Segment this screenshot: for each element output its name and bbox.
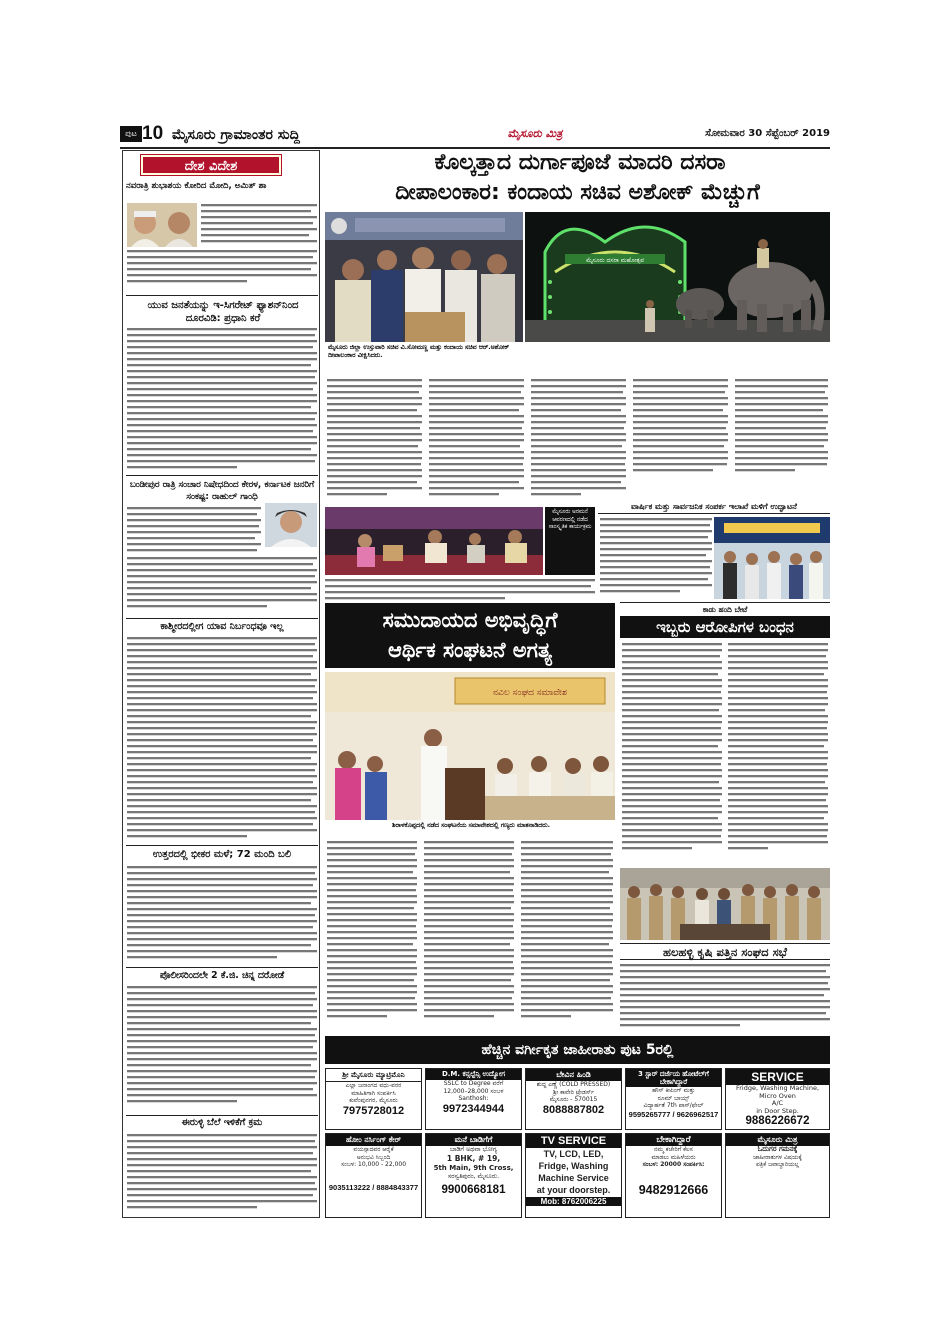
ad-phone: 9035113222 / 8884843377 [328,1182,419,1192]
lead-body [325,378,830,504]
story-headline: ಕಾಶ್ಮೀರದಲ್ಲೀಗ ಯಾವ ನಿರ್ಬಂಧವೂ ಇಲ್ಲ [160,621,284,632]
ad-phone: 8088887802 [542,1103,605,1116]
feature-headline: ಆರ್ಥಿಕ ಸಂಘಟನೆ ಅಗತ್ಯ [387,638,553,662]
ad-line: ಹೌಸ್ ಕೀಪಿಂಗ್ ಮತ್ತು [652,1087,695,1094]
ad-line: Micro Oven [759,1091,796,1100]
ad-line: ಬಾಡಿಗೆ ಅಥವಾ ಭೋಗ್ಯ [449,1146,498,1153]
story-body [127,865,317,965]
ad-phone: 9972344944 [442,1102,505,1115]
page-number: 10 [142,123,164,144]
gate-sign: ಮೈಸೂರು ದಸರಾ ಮಹೋತ್ಸವ [585,257,645,264]
divider [126,475,318,476]
arrest-kicker: ಕಾಡು ಹಂದಿ ಬೇಟೆ [620,602,830,615]
ad-line: SSLC to Degree ವರೆಗೆ [443,1080,504,1087]
ad-line: 5th Main, 9th Cross, [433,1163,514,1172]
classified-banner: ಹೆಚ್ಚಿನ ವರ್ಗೀಕೃತ ಜಾಹೀರಾತು ಪುಟ 5ರಲ್ಲಿ [325,1036,830,1064]
story-headline: ನವರಾತ್ರಿ ಶುಭಾಶಯ ಕೋರಿದ ಮೋದಿ, ಅಮಿತ್ ಶಾ [126,181,267,191]
ad-line: ಅನುಭವಿ ಸಿಬ್ಬಂದಿ [356,1153,391,1161]
coffee-body [620,963,830,1031]
ad-line: Machine Service [538,1173,609,1183]
story-body [127,636,317,844]
ad-title: TV SERVICE [526,1134,621,1148]
ad-phone: 9886226672 [745,1115,810,1127]
feature-headline-box [325,603,615,668]
concert-body [325,578,595,600]
ad-line: TV, LCD, LED, [543,1149,604,1159]
ad-phone: 7975728012 [342,1104,405,1117]
ad-title: ಬೇಕಾಗಿದ್ದಾರೆ [626,1134,721,1146]
ad-line: ವಯಸ್ಸಾದವರ ಆರೈಕೆ [353,1146,394,1153]
story-body [127,249,317,293]
story-body [127,506,261,556]
stall-photo [714,517,830,599]
story-body [127,327,317,473]
ad-line: ಮಾಹಿತಿಗಾಗಿ ಸಂಪರ್ಕಿಸಿ [351,1089,396,1097]
story-headline: ಯುವ ಜನತೆಯನ್ನು ಇ-ಸಿಗರೇಟ್ ಫ್ಯಾಶನ್‌ನಿಂದ ದೂರವಿಡಿ: ಪ್ರಧಾನಿ ಕರೆ [147,300,299,324]
ad-title: ಮೈಸೂರು ಮಿತ್ರ [726,1134,829,1146]
ad-title: ಹೋಂ ನರ್ಸಿಂಗ್ ಕೇರ್ [326,1134,421,1146]
story-headline: ಈರುಳ್ಳಿ ಬೆಲೆ ಇಳಿಕೆಗೆ ಕ್ರಮ [181,1117,263,1128]
story-headline: ಉತ್ತರದಲ್ಲಿ ಭೀಕರ ಮಳೆ; 72 ಮಂದಿ ಬಲಿ [152,849,292,860]
ad-line: ಸರಸ್ವತಿಪುರಂ, ಮೈಸೂರು. [447,1172,500,1180]
feature-body [325,840,615,1030]
masthead-logo: ಮೈಸೂರು ಮಿತ್ರ [507,127,563,140]
desha-videsha-banner: ದೇಶ ವಿದೇಶ [141,155,281,175]
feature-headline: ಸಮುದಾಯದ ಅಭಿವೃದ್ಧಿಗೆ [382,608,558,632]
ad-hotel-wanted [625,1068,722,1130]
ad-line: ಮಾಡಲು ಮಹಿಳೆಯರು [651,1153,696,1161]
ad-line: ಶ್ರೀ ಕಾವೇರಿ ಟ್ರೇಡರ್ಸ್ [552,1088,595,1096]
story-headline: ಬಂಡೀಪುರ ರಾತ್ರಿ ಸಂಚಾರ ನಿಷೇಧದಿಂದ ಕೇರಳ, ಕರ್ನಾಟಕ ಜನರಿಗೆ ಸಂಕಷ್ಟ: ರಾಹುಲ್ ಗಾಂಧಿ [129,480,315,502]
ad-line: 1 BHK, # 19, [446,1153,501,1163]
ad-line: ಕುವೆಂಪುನಗರ, ಮೈಸೂರು [349,1097,398,1104]
ad-line: Fridge, Washing Machine, [735,1084,820,1092]
ad-appliance-service [725,1068,830,1130]
ad-line: ಓದುಗರ ಗಮನಕ್ಕೆ [757,1145,798,1153]
divider [126,295,318,296]
ad-line: ಜಾಹೀರಾತುಗಳ ವಿಷಯಕ್ಕೆ [753,1153,802,1161]
ad-line: ಪತ್ರಿಕೆ ಜವಾಬ್ದಾರಿಯಲ್ಲ [755,1161,800,1168]
concert-caption-box: ಮೈಸೂರು ಅರಮನೆ ಆವರಣದಲ್ಲಿ ನಡೆದ ಸಾಂಸ್ಕೃತಿಕ ಕಾರ್ಯಕ್ರಮ [545,507,595,575]
lead-photo-caption: ಮೈಸೂರು ಜಿಲ್ಲಾ ಉಸ್ತುವಾರಿ ಸಚಿವ ವಿ.ಸೋಮಣ್ಣ ಮತ್ತು ಕಂದಾಯ ಸಚಿವ ಆರ್.ಅಶೋಕ್ ದೀಪಾಲಂಕಾರ ವೀಕ್ಷಿಸಿದರು. [328,344,510,359]
ad-home-nursing [325,1133,422,1218]
issue-date: ಸೋಮವಾರ 30 ಸೆಪ್ಟೆಂಬರ್ 2019 [705,128,830,139]
ad-phone: 9482912666 [638,1182,709,1197]
ad-tv-service [525,1133,622,1218]
lead-headline: ಕೊಲ್ಕತ್ತಾದ ದುರ್ಗಾಪೂಜೆ ಮಾದರಿ ದಸರಾ [434,150,726,175]
ad-line: at your doorstep. [536,1185,611,1195]
ad-title: SERVICE [726,1069,829,1085]
divider [126,967,318,968]
ad-consultancy [425,1068,522,1130]
arrest-body [620,642,830,864]
elephant-gate-photo [525,212,830,342]
police-arrest-photo [620,868,830,940]
ad-line: Santhosh: [458,1095,489,1102]
ad-title: D.M. ಕನ್ಸಲ್ಟೆನ್ಸಿ ಉದ್ಯೋಗ [426,1069,521,1080]
arrest-headline: ಇಬ್ಬರು ಆರೋಪಿಗಳ ಬಂಧನ [620,616,830,638]
story-body [127,985,317,1113]
story-body [127,556,317,616]
ad-line: ಮೈಸೂರು - 570015 [549,1096,598,1103]
ad-house-rent [425,1133,522,1218]
lead-headline: ದೀಪಾಲಂಕಾರ: ಕಂದಾಯ ಸಚಿವ ಅಶೋಕ್ ಮೆಚ್ಚುಗೆ [395,180,760,205]
ad-title: 3 ಸ್ಟಾರ್ ದರ್ಜೆಯ ಹೋಟೆಲ್‌ಗೆ ಬೇಕಾಗಿದ್ದಾರೆ [626,1069,721,1087]
ad-line: ಸಂಬಳ: 10,000 - 22,000 [340,1161,407,1168]
ad-title: ಬೇವಿನ ಹಿಂಡಿ [526,1069,621,1081]
ad-neem-cake [525,1068,622,1130]
ad-phone: Mob: 8762006225 [526,1197,621,1206]
ad-notice [725,1133,830,1218]
section-title: ಮೈಸೂರು ಗ್ರಾಮಾಂತರ ಸುದ್ದಿ [172,127,300,143]
story-body [201,203,317,247]
stall-headline: ವಾರ್ಷಿಕ ಮತ್ತು ಸಾರ್ವಜನಿಕ ಸಂಪರ್ಕ ಇಲಾಖೆ ಮಳಿಗೆ ಉದ್ಘಾಟನೆ [598,500,830,514]
divider [126,1115,318,1116]
ad-line: ವಿದ್ಯಾರ್ಹತೆ 7th ಪಾಸ್/ಫೇಲ್ [643,1102,704,1109]
story-headline: ಪೊಲೀಸರಿಂದಲೇ 2 ಕೆ.ಜಿ. ಚಿನ್ನ ದರೋಡೆ [159,970,285,981]
ad-line: ಎಲ್ಲಾ ಜನಾಂಗದ ವಧು-ವರರ [345,1082,402,1089]
ministers-photo [325,212,523,342]
page-header [120,124,830,146]
ad-phone: 9900668181 [441,1184,506,1196]
ad-line: ಸಂಬಳ: 20000 ಸಂಪರ್ಕಿಸಿ: [642,1161,705,1168]
ad-line: ನಮ್ಮ ಕಚೇರಿಗೆ ಕೆಲಸ [654,1146,693,1153]
concert-photo [325,507,543,575]
meeting-caption: ಶಿರಾಳಕೊಪ್ಪದಲ್ಲಿ ನಡೆದ ಸಂಘಟನೆಯ ಸಮಾವೇಶದಲ್ಲಿ ಗಣ್ಯರು ಮಾತನಾಡಿದರು. [392,822,550,829]
ad-phone: 9595265777 / 9626962517 [628,1109,719,1119]
divider [126,845,318,846]
ad-line: ರೂಮ್ ಬಾಯ್ಸ್ [657,1094,690,1102]
ad-title: ಮನೆ ಬಾಡಿಗೆಗೆ [426,1134,521,1146]
divider [126,618,318,619]
ad-title: ಶ್ರೀ ಮೈಸೂರು ಮ್ಯಾಟ್ರಿಮೊನಿ [326,1069,421,1082]
meeting-photo [325,672,615,820]
ad-line: in Door Step. [756,1106,799,1115]
ad-matrimony [325,1068,422,1130]
story-body [127,1133,317,1215]
meeting-banner-text: ನವಿಲ ಸಂಘದ ಸಮಾವೇಶ [493,688,567,698]
ad-line: 12,000–28,000 ಸಂಬಳ [443,1087,504,1095]
modi-shah-photo [127,203,197,247]
rahul-gandhi-photo [265,503,317,547]
stall-body [600,517,712,599]
ad-wanted [625,1133,722,1218]
left-column [122,150,320,1218]
coffee-headline: ಹಲಹಳ್ಳಿ ಕೃಷಿ ಪತ್ತಿನ ಸಂಘದ ಸಭೆ [620,943,830,960]
ad-line: ಶುದ್ಧ ಎಣ್ಣೆ (COLD PRESSED) [536,1081,611,1088]
ad-line: A/C [771,1099,784,1107]
page-label: ಪುಟ [120,126,142,142]
ad-line: Fridge, Washing [538,1161,609,1171]
